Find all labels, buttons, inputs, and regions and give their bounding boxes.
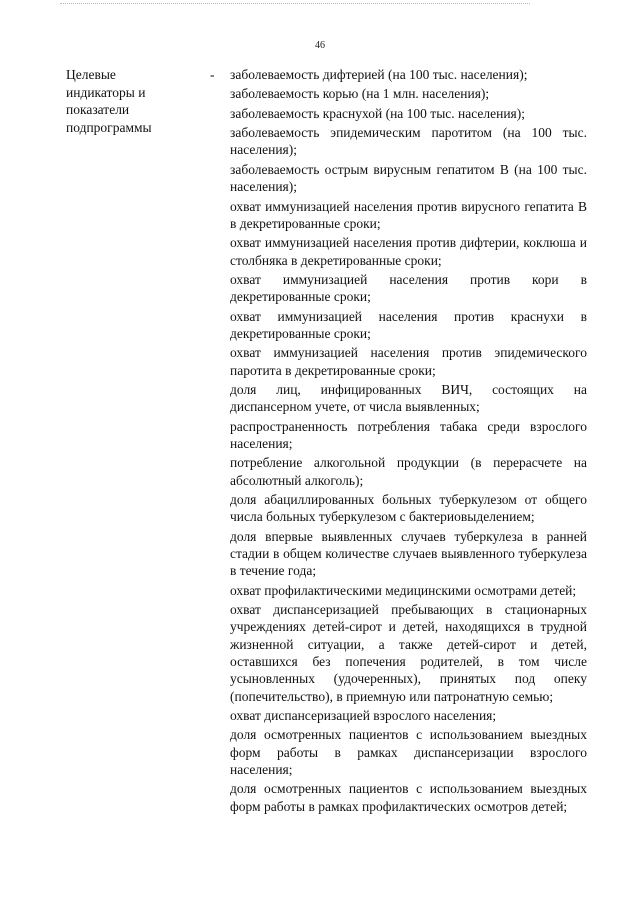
list-item: доля осмотренных пациентов с использованием выездных форм работы в рамках профилактических осмотров детей;	[230, 781, 587, 814]
indicator-list	[230, 66, 587, 817]
list-item: охват профилактическими медицинскими осмотрами детей;	[230, 582, 577, 598]
page-number: 46	[315, 40, 325, 51]
list-item: доля впервые выявленных случаев туберкулеза в ранней стадии в общем количестве случаев выявленного туберкулеза в течение года;	[230, 528, 587, 579]
list-item: охват иммунизацией населения против эпидемического паротита в декретированные сроки;	[230, 345, 587, 378]
scan-header-noise	[60, 3, 530, 8]
list-item: охват иммунизацией населения против кори в декретированные сроки;	[230, 271, 587, 305]
list-item: охват диспансеризацией взрослого населения;	[230, 707, 497, 723]
list-item: заболеваемость краснухой (на 100 тыс. населения);	[230, 105, 526, 121]
list-item: охват иммунизацией населения против краснухи в декретированные сроки;	[230, 308, 587, 341]
list-item: доля лиц, инфицированных ВИЧ, состоящих на диспансерном учете, от числа выявленных;	[230, 381, 587, 415]
label-dash: -	[210, 67, 215, 82]
list-item: заболеваемость дифтерией (на 100 тыс. населения);	[230, 67, 528, 82]
list-item: потребление алкогольной продукции (в перерасчете на абсолютный алкоголь);	[230, 455, 587, 488]
list-item: заболеваемость корью (на 1 млн. населения);	[230, 86, 490, 102]
list-item: заболеваемость эпидемическим паротитом (на 100 тыс. населения);	[230, 125, 587, 158]
list-item: охват иммунизацией населения против дифтерии, коклюша и столбняка в декретированные сроки;	[230, 235, 587, 268]
list-item: охват иммунизацией населения против вирусного гепатита В в декретированные сроки;	[230, 198, 587, 231]
list-item: доля осмотренных пациентов с использованием выездных форм работы в рамках диспансеризации взрослого населения;	[230, 727, 587, 777]
list-item: доля абациллированных больных туберкулезом от общего числа больных туберкулезом с бактериовыделением;	[230, 492, 587, 525]
list-item: заболеваемость острым вирусным гепатитом В (на 100 тыс. населения);	[230, 161, 587, 195]
list-item: охват диспансеризацией пребывающих в стационарных учреждениях детей-сирот и детей, находящихся в трудной жизненной ситуации, а также детей-сирот и детей, оставшихся без попечения родителей, в том числе усыновленных (удочеренных), принятых под опеку (попечительство), в приемную или патронатную семью;	[230, 602, 587, 704]
section-label: Целевые индикаторы и показатели подпрограммы	[66, 67, 152, 135]
list-item: распространенность потребления табака среди взрослого населения;	[230, 418, 587, 451]
